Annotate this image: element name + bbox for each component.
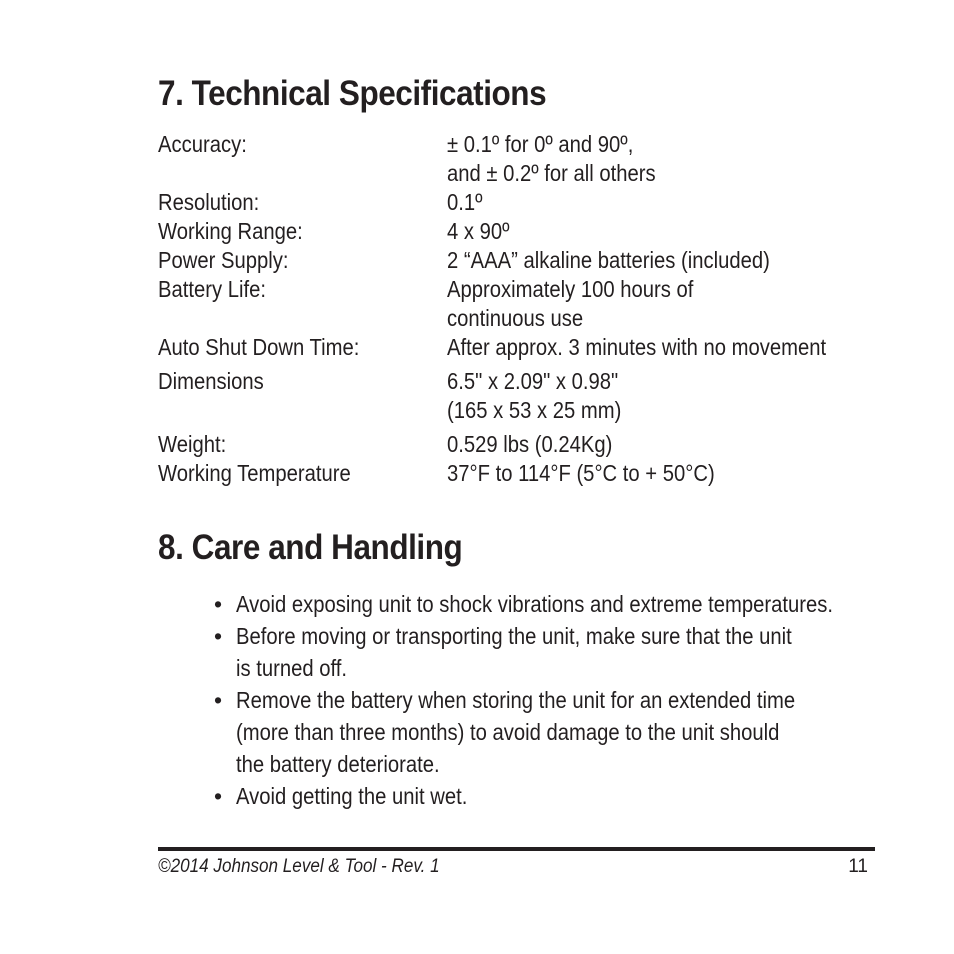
- spec-value: [447, 130, 826, 188]
- spec-row-auto-shut-down: [158, 333, 878, 362]
- footer-divider: [158, 847, 875, 851]
- page-number: 11: [848, 856, 868, 877]
- list-item-line: is turned off.: [236, 655, 348, 681]
- list-item: [214, 588, 874, 620]
- spec-label: Working Range:: [158, 218, 303, 244]
- spec-label: Dimensions: [158, 368, 264, 394]
- spec-label: Power Supply:: [158, 247, 289, 273]
- spec-value: [447, 188, 826, 217]
- list-item: [214, 684, 874, 780]
- bullet-icon: •: [214, 687, 223, 713]
- spec-value-line: After approx. 3 minutes with no movement: [447, 334, 827, 360]
- section-title-technical-specifications: 7. Technical Specifications: [158, 74, 547, 113]
- bullet-icon: •: [214, 783, 223, 809]
- spec-value: [447, 246, 826, 275]
- list-item-text: [236, 780, 797, 812]
- spec-value-line: Approximately 100 hours of: [447, 276, 694, 302]
- spec-label: Resolution:: [158, 189, 260, 215]
- spec-value: [447, 459, 826, 488]
- spec-value-line: 2 “AAA” alkaline batteries (included): [447, 247, 770, 273]
- spec-label: Auto Shut Down Time:: [158, 334, 360, 360]
- list-item-line: the battery deteriorate.: [236, 751, 440, 777]
- specifications-table: [158, 130, 878, 488]
- section-title-care-and-handling: 8. Care and Handling: [158, 528, 463, 567]
- spec-value-line: 37°F to 114°F (5°C to + 50°C): [447, 460, 715, 486]
- spec-value-line: continuous use: [447, 305, 584, 331]
- list-item-line: (more than three months) to avoid damage to the unit should: [236, 719, 780, 745]
- list-item: [214, 780, 874, 812]
- spec-label: Accuracy:: [158, 131, 247, 157]
- list-item-line: Avoid exposing unit to shock vibrations and extreme temperatures.: [236, 591, 834, 617]
- spec-value: [447, 333, 826, 362]
- spec-row-weight: [158, 430, 878, 459]
- spec-value-line: 0.1º: [447, 189, 483, 215]
- spec-row-dimensions: [158, 367, 878, 425]
- spec-value-line: 6.5" x 2.09" x 0.98": [447, 368, 619, 394]
- list-item-text: [236, 684, 797, 780]
- list-item: [214, 620, 874, 684]
- spec-label: Weight:: [158, 431, 227, 457]
- spec-label: Working Temperature: [158, 460, 351, 486]
- list-item-text: [236, 588, 834, 620]
- spec-value-line: and ± 0.2º for all others: [447, 160, 656, 186]
- care-list: [214, 588, 874, 812]
- spec-value-line: 0.529 lbs (0.24Kg): [447, 431, 613, 457]
- list-item-text: [236, 620, 797, 684]
- spec-value-line: ± 0.1º for 0º and 90º,: [447, 131, 634, 157]
- spec-label: Battery Life:: [158, 276, 267, 302]
- list-item-line: Before moving or transporting the unit, make sure that the unit: [236, 623, 792, 649]
- spec-value: [447, 430, 826, 459]
- spec-row-battery-life: [158, 275, 878, 333]
- bullet-icon: •: [214, 623, 223, 649]
- bullet-icon: •: [214, 591, 223, 617]
- footer-copyright: ©2014 Johnson Level & Tool - Rev. 1: [158, 856, 440, 877]
- spec-row-accuracy: [158, 130, 878, 188]
- spec-row-working-range: [158, 217, 878, 246]
- list-item-line: Avoid getting the unit wet.: [236, 783, 468, 809]
- spec-row-power-supply: [158, 246, 878, 275]
- spec-value: [447, 217, 826, 246]
- spec-value-line: 4 x 90º: [447, 218, 510, 244]
- spec-value: [447, 367, 826, 425]
- spec-row-resolution: [158, 188, 878, 217]
- spec-value: [447, 275, 826, 333]
- spec-row-working-temperature: [158, 459, 878, 488]
- spec-value-line: (165 x 53 x 25 mm): [447, 397, 622, 423]
- list-item-line: Remove the battery when storing the unit for an extended time: [236, 687, 796, 713]
